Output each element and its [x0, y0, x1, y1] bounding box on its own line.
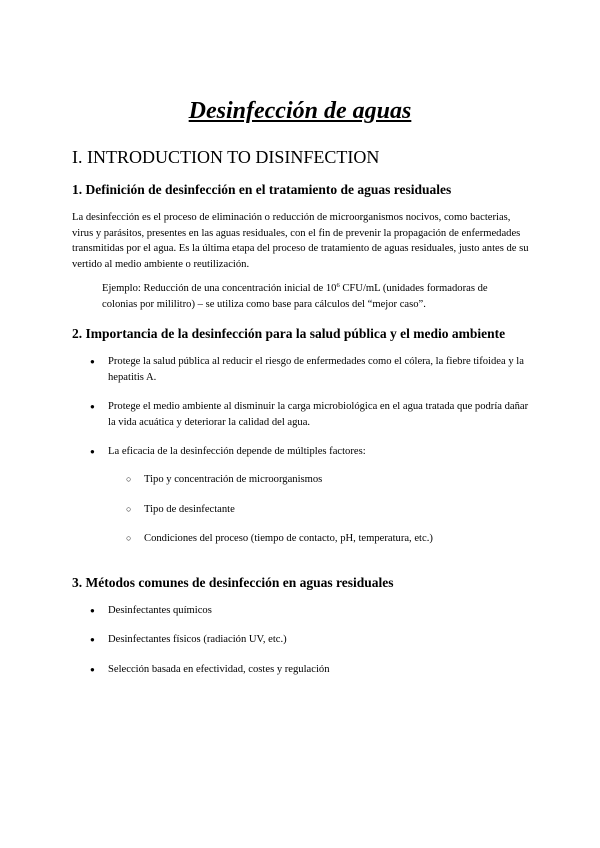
definition-paragraph: La desinfección es el proceso de eliminación o reducción de microorganismos nocivos, como bacterias, virus y parásitos, presentes en las aguas residuales, con el fin de prevenir la propagación de enfermedades transmitidas por el agua. Es la última etapa del proceso de tratamiento de aguas residuales, justo antes de su vertido al medio ambiente o reutilización.	[72, 212, 529, 270]
example-text-after: CFU/mL (unidades formadoras de colonias por mililitro) – se utiliza como base para cálculos del “mejor caso”.	[102, 283, 488, 310]
bullet-icon: ●	[90, 447, 95, 456]
bullet-icon: ●	[90, 635, 95, 644]
list-item	[90, 632, 530, 648]
example-exponent: 6	[336, 282, 340, 289]
subsection-heading-definition: 1. Definición de desinfección en el tratamiento de aguas residuales	[72, 182, 452, 197]
subsection-heading-importance: 2. Importancia de la desinfección para la salud pública y el medio ambiente	[72, 326, 506, 341]
sub-list-item-text: Condiciones del proceso (tiempo de contacto, pH, temperatura, etc.)	[144, 533, 433, 544]
circle-bullet-icon: ○	[126, 533, 132, 543]
bullet-icon: ●	[90, 402, 95, 411]
list-item-text: La eficacia de la desinfección depende de múltiples factores:	[108, 446, 366, 457]
list-item	[90, 399, 530, 430]
bullet-icon: ●	[90, 606, 95, 615]
list-item	[90, 354, 530, 385]
circle-bullet-icon: ○	[126, 504, 132, 514]
list-item	[90, 444, 530, 460]
list-item-text: Desinfectantes físicos (radiación UV, etc.)	[108, 634, 287, 645]
list-item-text: Protege el medio ambiente al disminuir la carga microbiológica en el agua tratada que podría dañar la vida acuática y deteriorar la calidad del agua.	[108, 401, 529, 428]
circle-bullet-icon: ○	[126, 474, 132, 484]
list-item-text: Desinfectantes químicos	[108, 605, 212, 616]
sub-list-item	[126, 502, 526, 518]
list-item	[90, 662, 530, 678]
list-item-text: Protege la salud pública al reducir el riesgo de enfermedades como el cólera, la fiebre tifoidea y la hepatitis A.	[108, 356, 524, 383]
sub-list-item-text: Tipo de desinfectante	[144, 504, 235, 515]
example-paragraph	[102, 281, 502, 312]
list-item	[90, 603, 530, 619]
document-title: Desinfección de aguas	[188, 98, 412, 124]
subsection-heading-methods: 3. Métodos comunes de desinfección en aguas residuales	[72, 575, 394, 590]
sub-list-item-text: Tipo y concentración de microorganismos	[144, 474, 323, 485]
list-item-text: Selección basada en efectividad, costes y regulación	[108, 664, 330, 675]
bullet-icon: ●	[90, 357, 95, 366]
example-text-before: Ejemplo: Reducción de una concentración inicial de 10	[102, 283, 337, 294]
sub-list-item	[126, 531, 526, 547]
bullet-icon: ●	[90, 665, 95, 674]
section-heading-introduction: I. INTRODUCTION TO DISINFECTION	[72, 147, 380, 167]
sub-list-item	[126, 472, 526, 488]
